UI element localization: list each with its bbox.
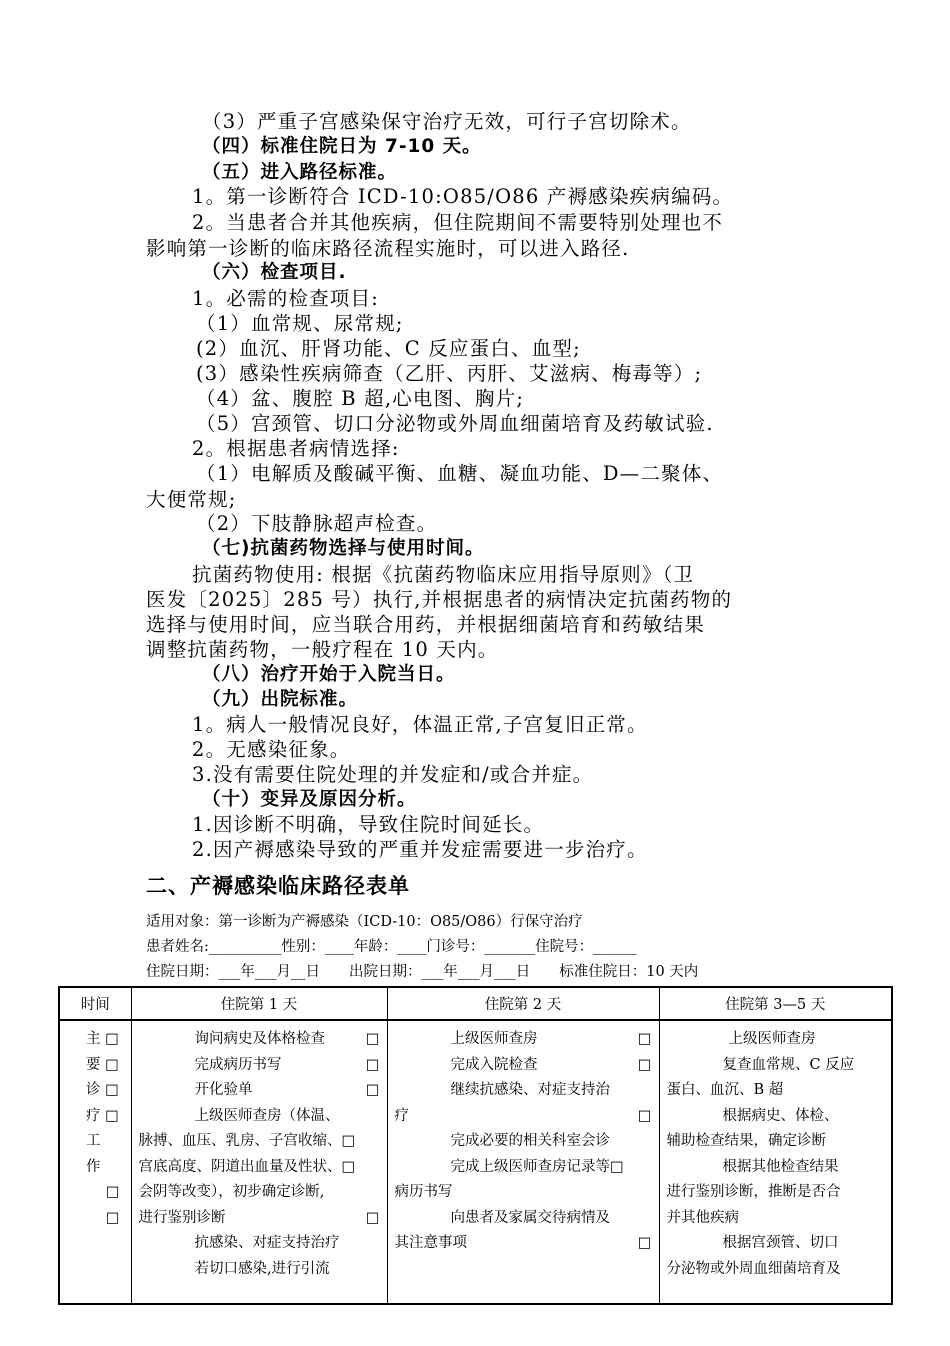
pathway-table [58,986,893,1305]
header-day1: 住院第 1 天 [131,987,387,1020]
day2-line: 完成必要的相关科室会诊 [450,1133,610,1149]
body-line: 1.因诊断不明确，导致住院时间延长。 [192,813,545,836]
day3-5-line: 根据其他检查结果 [722,1158,839,1175]
checkbox[interactable]: □ [365,1209,380,1226]
day2-item[interactable]: 上级医师查房 □ [395,1027,652,1053]
body-line: 1。第一诊断符合 ICD-10:O85/O86 产褥感染疾病编码。 [192,185,734,208]
day1-item[interactable]: 询问病史及体格检查 □ [139,1027,380,1053]
body-line: 2.因产褥感染导致的严重并发症需要进一步治疗。 [192,838,648,861]
body-line: 大便常规; [146,488,237,511]
day3-5-line: 辅助检查结果，确定诊断 [666,1133,826,1149]
body-line: 选择与使用时间，应当联合用药，并根据细菌培育和药敏结果 [146,613,705,636]
checkbox[interactable]: □ [365,1056,380,1073]
day2-item[interactable]: 完成入院检查 □ [395,1053,652,1079]
body-heading: （四）标准住院日为 7-10 天。 [202,136,482,157]
body-line: （2）下肢静脉超声检查。 [196,512,438,535]
checkbox[interactable]: □ [637,1107,652,1124]
day3-5-line: 蛋白、血沉、B 超 [666,1082,784,1098]
day1-item[interactable]: 完成病历书写 □ [139,1053,380,1079]
checkbox[interactable]: □ [637,1031,652,1047]
checkbox[interactable]: □ [365,1082,380,1098]
body-heading: （九）出院标准。 [202,689,359,710]
body-line: 3.没有需要住院处理的并发症和/或合并症。 [192,763,594,786]
table-header-row [59,987,892,1020]
body-line: （3）严重子宫感染保守治疗无效，可行子宫切除术。 [202,110,692,133]
day1-rounds-line[interactable]: 进行鉴别诊断 □ [139,1206,380,1232]
row-label-char[interactable]: □ [86,1209,120,1226]
body-line: (2）血沉、肝肾功能、C 反应蛋白、血型; [196,337,581,360]
row-label-char[interactable]: 诊 □ [86,1082,119,1098]
row-label-char: 工 [86,1133,101,1149]
body-line: 2。根据患者病情选择: [192,437,400,460]
header-time: 时间 [59,987,131,1020]
day1-rounds-line: 上级医师查房（体温、 [194,1107,340,1124]
day3-5-line: 分泌物或外周血细菌培育及 [666,1260,841,1277]
body-heading: （十）变异及原因分析。 [202,789,417,810]
applicable-line: 适用对象：第一诊断为产褥感染（ICD-10：O85/O86）行保守治疗 [146,914,583,930]
day1-item: 若切口感染,进行引流 [194,1260,330,1277]
body-line: （1）血常规、尿常规; [196,312,404,335]
date-line: 住院日期：___年___月__日 出院日期：___年___月___日 标准住院日：10 天内 [146,964,699,980]
body-line: 医发〔2025〕285 号）执行,并根据患者的病情决定抗菌药物的 [146,588,733,611]
body-line: 2。当患者合并其他疾病，但住院期间不需要特别处理也不 [192,211,724,234]
body-line: （1）电解质及酸碱平衡、血糖、凝血功能、D—二聚体、 [196,462,724,485]
checkbox[interactable]: □ [637,1235,652,1251]
body-heading: （六）检查项目. [202,262,347,283]
day3-5-line: 根据病史、体检、 [722,1107,839,1124]
day2-line[interactable]: 完成上级医师查房记录等□ [450,1158,624,1175]
body-line: 1。病人一般情况良好，体温正常,子宫复旧正常。 [192,713,648,736]
day1-rounds-line: 会阴等改变），初步确定诊断, [138,1184,325,1200]
day2-line: 病历书写 [394,1184,453,1200]
body-line: （4）盆、腹腔 B 超,心电图、胸片; [196,387,525,410]
day3-5-line: 根据宫颈管、切口 [722,1235,839,1251]
day3-5-line: 上级医师查房 [728,1031,816,1047]
day2-line: 向患者及家属交待病情及 [450,1209,610,1226]
day2-line: 继续抗感染、对症支持治 [450,1082,610,1098]
day1-item[interactable]: 开化验单 □ [139,1078,380,1104]
row-label-char: 作 [86,1158,101,1175]
checkbox[interactable]: □ [365,1031,380,1047]
day2-line[interactable]: 其注意事项 □ [395,1231,652,1257]
body-heading: （五）进入路径标准。 [202,162,398,183]
day2-line[interactable]: 疗 □ [395,1104,652,1130]
row-label-char[interactable]: □ [86,1184,120,1200]
header-day2: 住院第 2 天 [387,987,659,1020]
body-heading: （七)抗菌药物选择与使用时间。 [202,538,485,559]
day1-cell [131,1020,387,1304]
body-line: (3）感染性疾病筛查（乙肝、丙肝、艾滋病、梅毒等）; [196,362,703,385]
row-label-char[interactable]: 要 □ [86,1056,119,1073]
day2-cell [387,1020,659,1304]
body-line: 2。无感染征象。 [192,738,351,761]
body-line: 影响第一诊断的临床路径流程实施时，可以进入路径. [146,237,630,260]
row-label-char[interactable]: 疗 □ [86,1107,119,1124]
patient-info-line: 患者姓名:__________性别：____年龄：____门诊号：_______住院号：______ [146,939,637,955]
day3-5-line: 复查血常规、C 反应 [722,1056,855,1073]
day1-rounds-line[interactable]: 脉搏、血压、乳房、子宫收缩、□ [138,1133,356,1149]
body-line: 抗菌药物使用: 根据《抗菌药物临床应用指导原则》（卫 [192,563,695,586]
day3-5-line: 进行鉴别诊断，推断是否合 [666,1184,841,1200]
body-heading: （八）治疗开始于入院当日。 [202,664,456,685]
body-line: （5）宫颈管、切口分泌物或外周血细菌培育及药敏试验. [196,412,714,435]
day1-rounds-line[interactable]: 宫底高度、阴道出血量及性状、□ [138,1158,356,1175]
checkbox[interactable]: □ [637,1056,652,1073]
header-day3-5: 住院第 3—5 天 [659,987,892,1020]
row-label-cell [59,1020,131,1304]
body-line: 1。必需的检查项目: [192,287,379,310]
row-label-char[interactable]: 主 □ [86,1031,119,1047]
section-title: 二、产褥感染临床路径表单 [146,874,410,898]
day1-item: 抗感染、对症支持治疗 [194,1235,340,1251]
table-row [59,1020,892,1304]
day3-5-cell [659,1020,892,1304]
body-line: 调整抗菌药物，一般疗程在 10 天内。 [146,638,499,661]
day3-5-line: 并其他疾病 [666,1209,739,1226]
